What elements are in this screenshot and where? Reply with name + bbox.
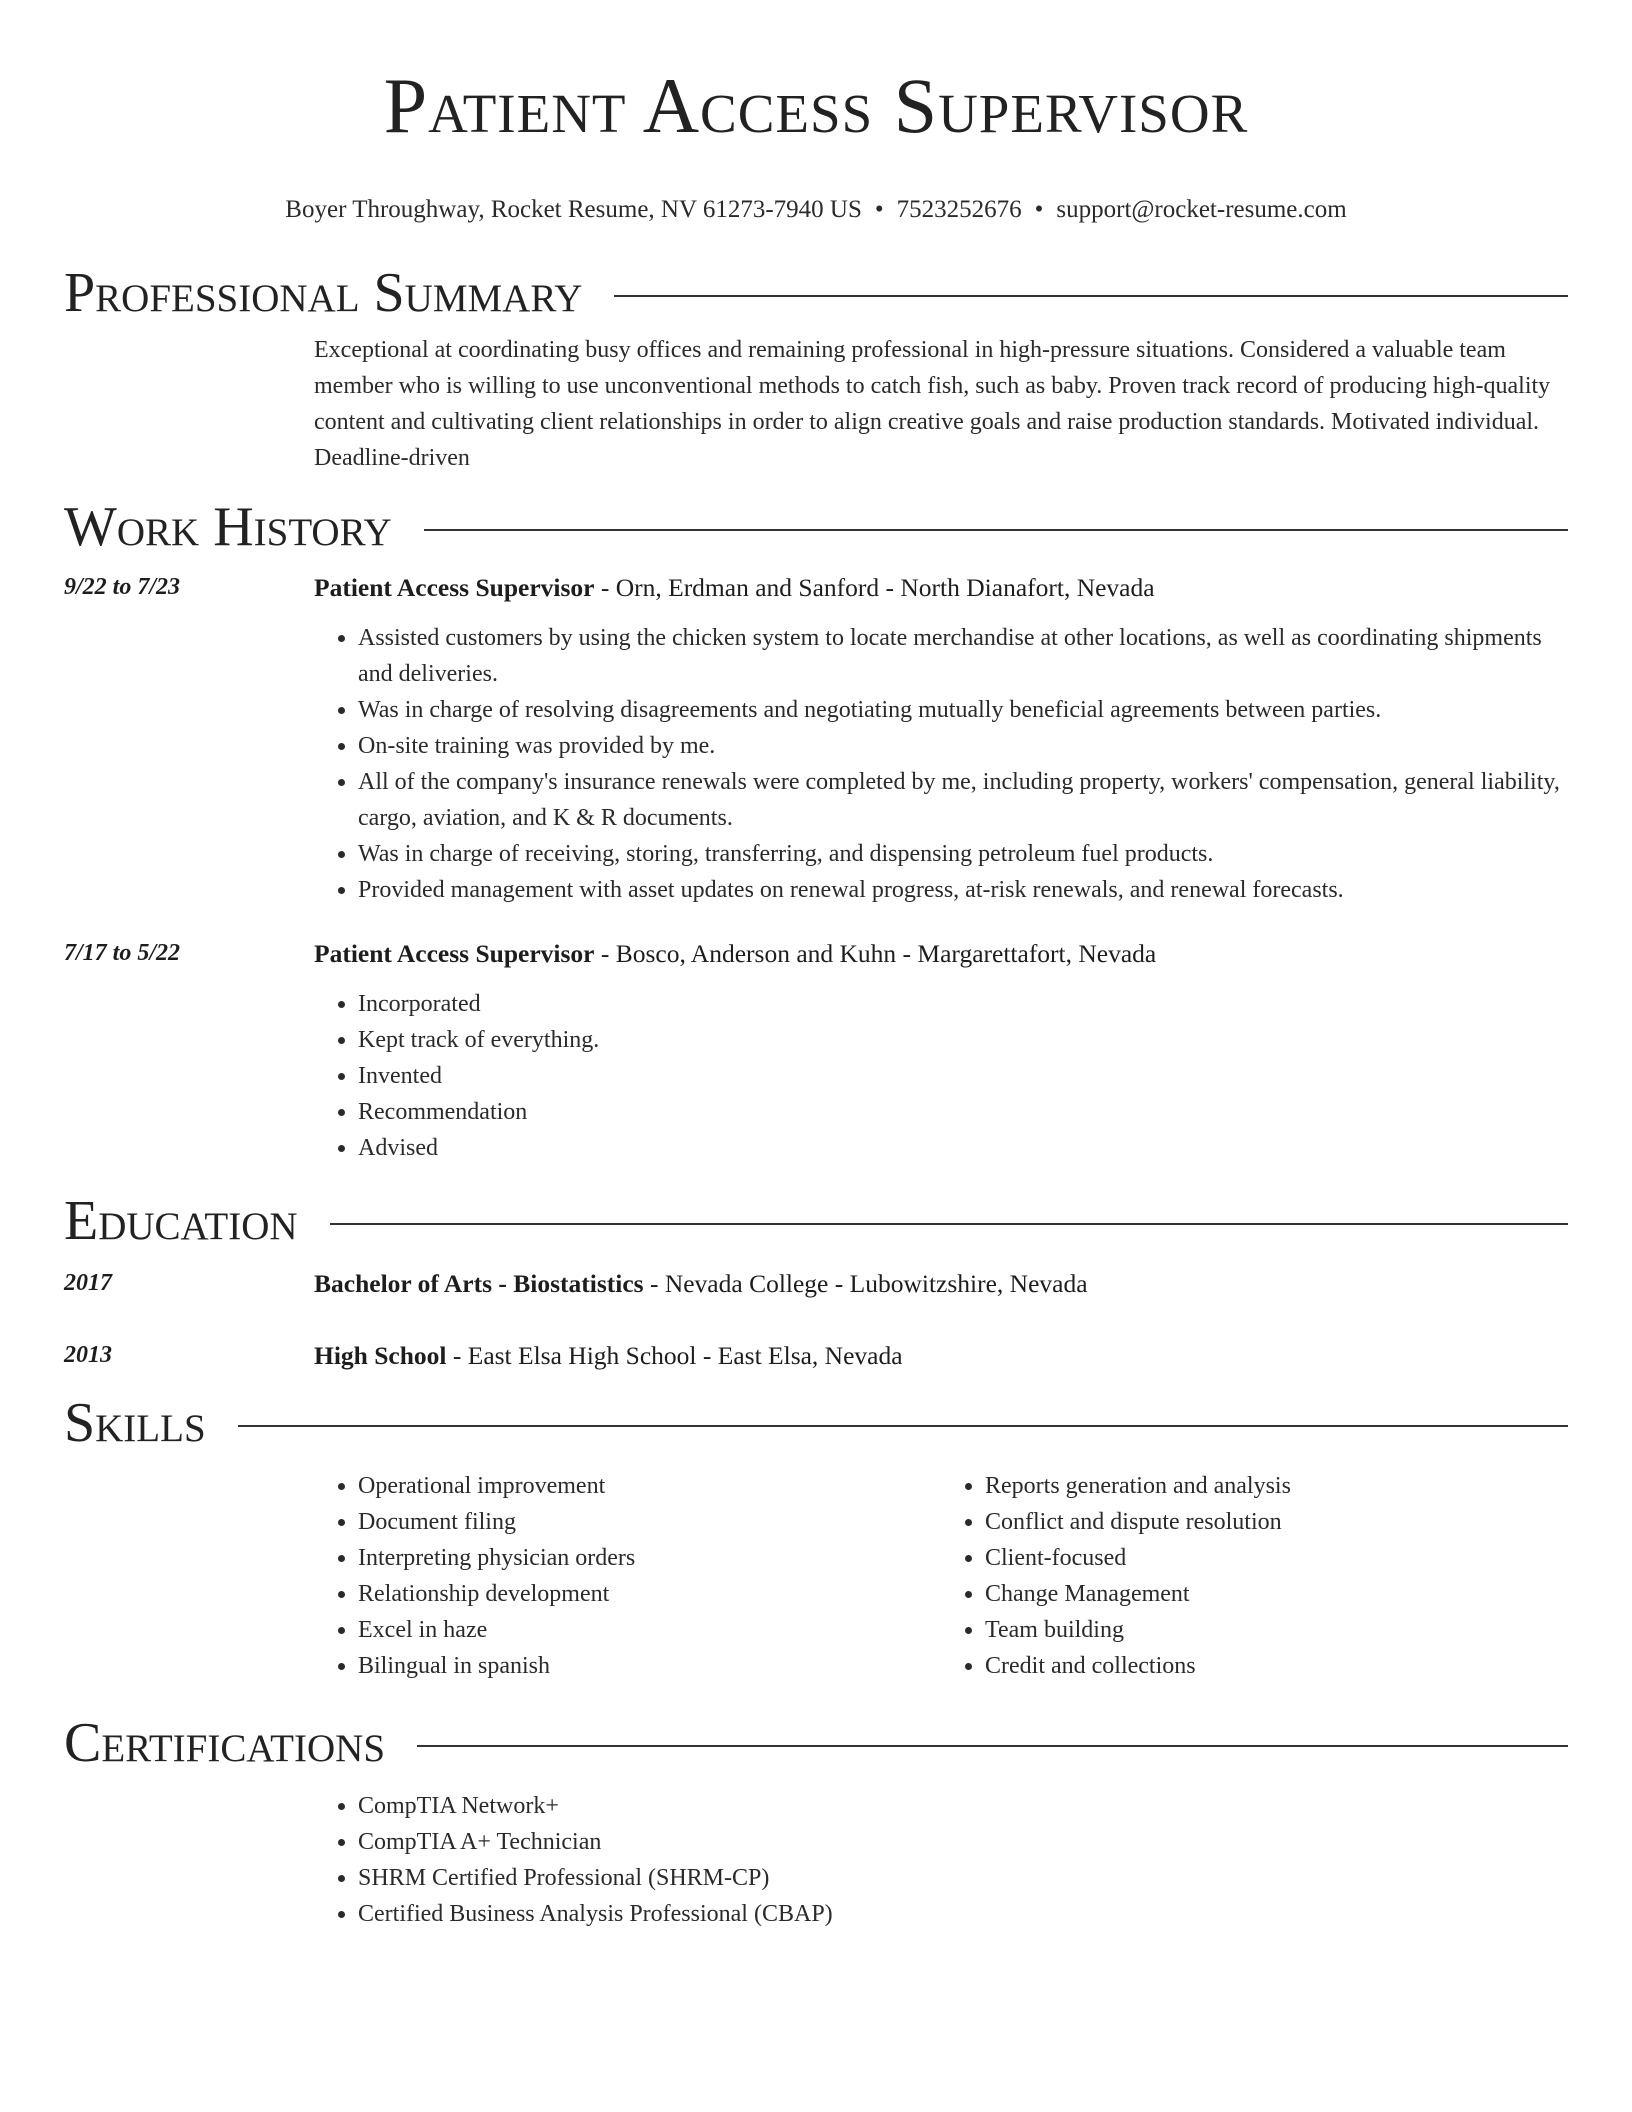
section-heading-skills: Skills xyxy=(64,1392,206,1454)
list-item: • Bilingual in spanish xyxy=(358,1648,941,1684)
job-title: Patient Access Supervisor xyxy=(314,939,595,968)
list-item: • Advised xyxy=(358,1130,1568,1166)
list-item: • Assisted customers by using the chicken system to locate merchandise at other locations, as well as coordinating shipments and deliveries. xyxy=(358,620,1568,692)
list-item: • CompTIA Network+ xyxy=(358,1788,1568,1824)
list-item: • Was in charge of resolving disagreements and negotiating mutually beneficial agreements between parties. xyxy=(358,692,1568,728)
list-item: • Interpreting physician orders xyxy=(358,1540,941,1576)
list-item: • Certified Business Analysis Professional (CBAP) xyxy=(358,1896,1568,1932)
job-details: - Bosco, Anderson and Kuhn - Margarettafort, Nevada xyxy=(594,939,1157,968)
list-item: • Recommendation xyxy=(358,1094,1568,1130)
contact-line xyxy=(64,194,1568,226)
education-entry xyxy=(64,1338,1568,1374)
list-item: • Invented xyxy=(358,1058,1568,1094)
job-dates: 9/22 to 7/23 xyxy=(64,574,181,600)
list-item: • Client-focused xyxy=(985,1540,1568,1576)
list-item: • Kept track of everything. xyxy=(358,1022,1568,1058)
list-item: • Incorporated xyxy=(358,986,1568,1022)
section-rule xyxy=(424,529,1568,531)
list-item: • Credit and collections xyxy=(985,1648,1568,1684)
certifications-block xyxy=(314,1788,1568,1932)
education-entry xyxy=(64,1266,1568,1302)
list-item: • Document filing xyxy=(358,1504,941,1540)
education-degree: High School xyxy=(314,1341,447,1370)
education-line xyxy=(314,1338,1568,1374)
job-entry xyxy=(64,570,1568,908)
section-skills xyxy=(64,1390,1568,1456)
list-item: • Team building xyxy=(985,1612,1568,1648)
section-heading-work: Work History xyxy=(64,496,392,558)
job-bullets xyxy=(314,986,1568,1166)
list-item: • All of the company's insurance renewals were completed by me, including property, workers' compensation, general liability, cargo, aviation, and K & R documents. xyxy=(358,764,1568,836)
list-item: • SHRM Certified Professional (SHRM-CP) xyxy=(358,1860,1568,1896)
education-line xyxy=(314,1266,1568,1302)
job-dates: 7/17 to 5/22 xyxy=(64,940,181,966)
list-item: • Change Management xyxy=(985,1576,1568,1612)
job-details: - Orn, Erdman and Sanford - North Dianafort, Nevada xyxy=(594,573,1155,602)
list-item: • Reports generation and analysis xyxy=(985,1468,1568,1504)
job-title: Patient Access Supervisor xyxy=(314,573,595,602)
list-item: • Relationship development xyxy=(358,1576,941,1612)
list-item: • CompTIA A+ Technician xyxy=(358,1824,1568,1860)
separator-dot: • xyxy=(1034,196,1044,223)
skills-list-left xyxy=(314,1468,941,1684)
list-item: • Operational improvement xyxy=(358,1468,941,1504)
education-details: - East Elsa High School - East Elsa, Nevada xyxy=(446,1341,903,1370)
address: Boyer Throughway, Rocket Resume, NV 61273-7940 US xyxy=(285,196,862,223)
job-title-line xyxy=(314,570,1568,606)
section-rule xyxy=(417,1745,1568,1747)
section-heading-education: Education xyxy=(64,1190,298,1252)
section-heading-certifications: Certifications xyxy=(64,1712,386,1774)
summary-text: Exceptional at coordinating busy offices and remaining professional in high-pressure situations. Considered a valuable team member who is willing to use unconventional methods to catch fish, such as baby. Proven track record of producing high-quality content and cultivating client relationships in order to align creative goals and raise production standards. Motivated individual. Deadline-driven xyxy=(314,337,1551,471)
education-year: 2017 xyxy=(64,1270,112,1296)
section-summary xyxy=(64,260,1568,326)
section-rule xyxy=(614,295,1568,297)
email: support@rocket-resume.com xyxy=(1056,196,1347,223)
resume-name: Patient Access Supervisor xyxy=(383,62,1249,149)
section-education xyxy=(64,1188,1568,1254)
certifications-list xyxy=(314,1788,1568,1932)
section-rule xyxy=(330,1223,1568,1225)
education-year: 2013 xyxy=(64,1342,112,1368)
list-item: • On-site training was provided by me. xyxy=(358,728,1568,764)
education-degree: Bachelor of Arts - Biostatistics xyxy=(314,1269,644,1298)
skills-columns xyxy=(314,1468,1568,1684)
job-title-line xyxy=(314,936,1568,972)
list-item: • Excel in haze xyxy=(358,1612,941,1648)
section-work-history xyxy=(64,494,1568,560)
education-details: - Nevada College - Lubowitzshire, Nevada xyxy=(643,1269,1088,1298)
job-entry xyxy=(64,936,1568,1166)
list-item: • Conflict and dispute resolution xyxy=(985,1504,1568,1540)
list-item: • Provided management with asset updates on renewal progress, at-risk renewals, and renewal forecasts. xyxy=(358,872,1568,908)
section-certifications xyxy=(64,1710,1568,1776)
skills-list-right xyxy=(941,1468,1568,1684)
section-heading-summary: Professional Summary xyxy=(64,262,583,324)
list-item: • Was in charge of receiving, storing, transferring, and dispensing petroleum fuel products. xyxy=(358,836,1568,872)
job-bullets xyxy=(314,620,1568,908)
separator-dot: • xyxy=(874,196,884,223)
phone: 7523252676 xyxy=(896,196,1022,223)
section-rule xyxy=(238,1425,1568,1427)
